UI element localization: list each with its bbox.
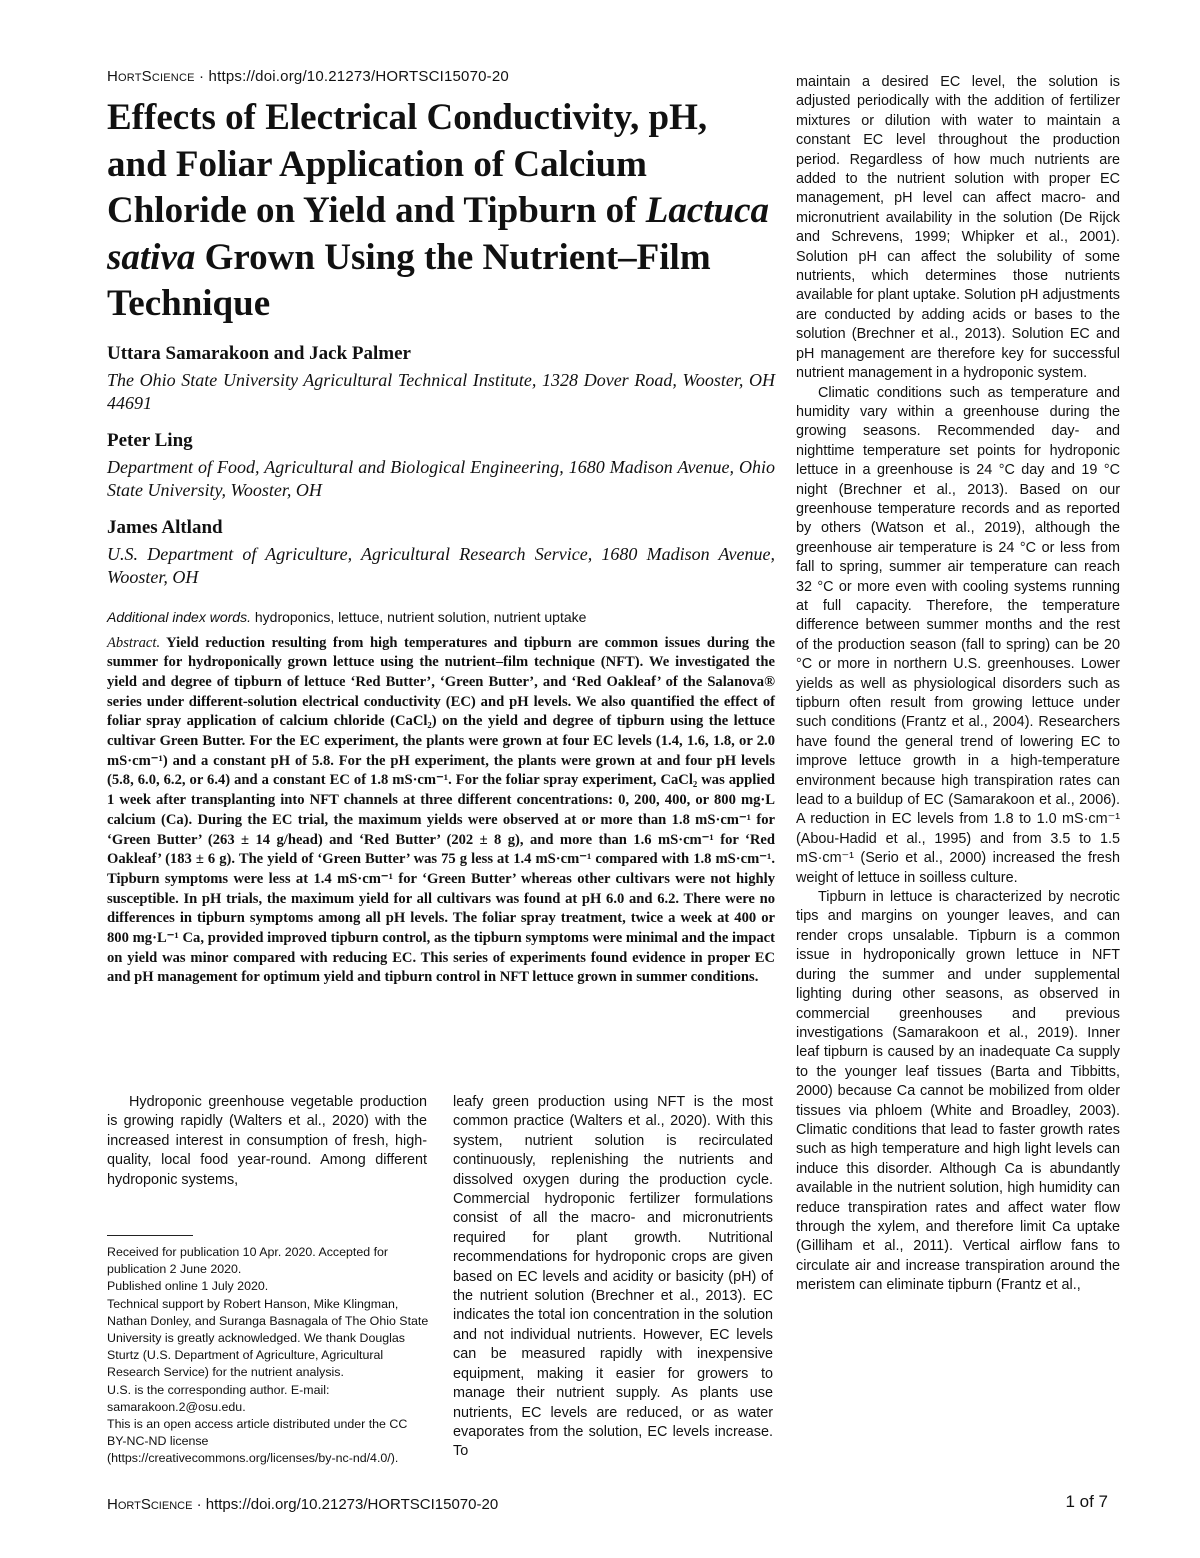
journal-name: HortScience (107, 1496, 193, 1513)
body-paragraph: leafy green production using NFT is the most common practice (Walters et al., 2020). With this system, nutrient solution is recirculated continuously, replenishing the nutrients and dissolved oxygen during the production cycle. Commercial hydroponic fertilizer formulations consist of all the macro- and micronutrients required for plant growth. Nutritional recommendations for hydroponic crops are given based on EC levels and acidity or basicity (pH) of the nutrient solution (Brechner et al., 2013). EC indicates the total ion concentration in the solution and not individual nutrients. However, EC levels can be measured rapidly with inexpensive equipment, making it easier for growers to manage their nutrient supply. As plants use nutrients, EC levels are reduced, or as water evaporates from the solution, EC levels increase. To (453, 1094, 773, 1460)
body-paragraph: Hydroponic greenhouse vegetable production is growing rapidly (Walters et al., 2020) with the increased interest in consumption of fresh, high-quality, local food year-round. Among different hydroponic systems, (107, 1094, 427, 1188)
page-number: 1 of 7 (1065, 1492, 1108, 1511)
author-names: Uttara Samarakoon and Jack Palmer (107, 342, 411, 364)
footnote: Received for publication 10 Apr. 2020. Accepted for publication 2 June 2020. (107, 1245, 389, 1277)
index-words (107, 609, 775, 625)
footer-doi: · https://doi.org/10.21273/HORTSCI15070-20 (192, 1496, 499, 1513)
journal-name: HortScience (107, 68, 195, 85)
author-names: Peter Ling (107, 429, 193, 451)
abstract (107, 634, 775, 989)
footnote: This is an open access article distributed under the CC BY-NC-ND license (https://creativecommons.org/licenses/by-nc-nd/4.0/). (107, 1417, 408, 1466)
index-words-label: Additional index words. (107, 608, 251, 625)
running-footer (107, 1496, 498, 1513)
article-front-matter (107, 95, 775, 988)
abstract-label: Abstract. (107, 634, 161, 651)
abstract-text: Yield reduction resulting from high temperatures and tipburn are common issues during the summer for hydroponically grown lettuce using the nutrient–film technique (NFT). We investigated the yield and degree of tipburn of lettuce ‘Red Butter’, ‘Green Butter’, and ‘Red Oakleaf’ of the Salanova® series under different-solution electrical conductivity (EC) and pH levels. We also quantified the effect of foliar spray application of calcium chloride (CaCl₂) on the yield and degree of tipburn using the lettuce cultivar Green Butter. For the EC experiment, the plants were grown at four EC levels (1.4, 1.6, 1.8, or 2.0 mS·cm⁻¹) and a constant pH of 5.8. For the pH experiment, the plants were grown at and four pH levels (5.8, 6.0, 6.2, or 6.4) and a constant EC of 1.8 mS·cm⁻¹. For the foliar spray experiment, CaCl₂ was applied 1 week after transplanting into NFT channels at three different concentrations: 0, 200, 400, or 800 mg·L calcium (Ca). During the EC trial, the maximum yields were observed at or more than 1.8 mS·cm⁻¹ for ‘Green Butter’ (263 ± 14 g/head) and ‘Red Butter’ (202 ± 8 g), and more than 1.6 mS·cm⁻¹ for ‘Red Oakleaf’ (183 ± 6 g). The yield of ‘Green Butter’ was 75 g less at 1.4 mS·cm⁻¹ compared with 1.8 mS·cm⁻¹. Tipburn symptoms were less at 1.4 mS·cm⁻¹ for ‘Green Butter’ whereas other cultivars were not highly susceptible. In pH trials, the maximum yield for all cultivars was found at pH 6.0 and 6.2. There were no differences in tipburn symptoms among all pH levels. The foliar spray treatment, twice a week at 400 or 800 mg·L⁻¹ Ca, provided improved tipburn control, as the tipburn symptoms were minimal and the impact on yield was minor compared with reducing EC. This series of experiments found evidence in proper EC and pH management for optimum yield and tipburn control in NFT lettuce grown in summer conditions. (107, 634, 775, 986)
body-column-right (796, 73, 1120, 1296)
body-paragraph: Tipburn in lettuce is characterized by necrotic tips and margins on younger leaves, and can render crops unsalable. Tipburn is a common issue in hydroponically grown lettuce in NFT during the summer and under supplemental lighting during other seasons, as observed in commercial greenhouses and previous investigations (Samarakoon et al., 2019). Inner leaf tipburn is caused by an inadequate Ca supply to the younger leaf tissues (Barta and Tibbitts, 2000) because Ca cannot be mobilized from older tissues via phloem (White and Broadley, 2003). Climatic conditions that lead to faster growth rates such as high temperature and high light levels can induce this disorder. Although Ca is abundantly available in the nutrient solution, high humidity can reduce transpiration rates and affect water flow through the xylem, and therefore limit Ca uptake (Gilliham et al., 2011). Vertical airflow fans to circulate air and increase transpiration around the meristem can eliminate tipburn (Frantz et al., (796, 889, 1120, 1294)
author-names: James Altland (107, 516, 223, 538)
body-paragraph: Climatic conditions such as temperature and humidity vary within a greenhouse during the growing seasons. Recommended day- and nighttime temperature set points for hydroponic lettuce in a greenhouse is 24 °C day and 19 °C night (Brechner et al., 2013). Based on our greenhouse temperature records and as reported by others (Watson et al., 2019), although the greenhouse air temperature is 24 °C or less from fall to spring, summer air temperature can reach 32 °C or more even with cooling systems running at full capacity. Therefore, the temperature difference between summer months and the rest of the production season (fall to spring) can be 20 °C or more in northern U.S. greenhouses. Lower yields as well as physiological disorders such as tipburn often result from growing lettuce under such conditions (Frantz et al., 2004). Researchers have found the general trend of lowering EC to improve lettuce growth in a high-temperature environment because high transpiration rates can lead to a buildup of EC (Samarakoon et al., 2006). A reduction in EC levels from 1.8 to 1.0 mS·cm⁻¹ (Abou-Hadid et al., 1995) and from 3.5 to 1.5 mS·cm⁻¹ (Serio et al., 2000) increased the fresh weight of lettuce in soilless culture. (796, 384, 1120, 886)
index-words-text: hydroponics, lettuce, nutrient solution, nutrient uptake (250, 608, 587, 625)
author-affiliation: U.S. Department of Agriculture, Agricultural Research Service, 1680 Madison Avenue, Wooster, OH (107, 543, 775, 587)
author-affiliation: The Ohio State University Agricultural Technical Institute, 1328 Dover Road, Wooster, OH 44691 (107, 369, 775, 413)
header-doi: · https://doi.org/10.21273/HORTSCI15070-20 (194, 68, 509, 85)
footnote: U.S. is the corresponding author. E-mail: samarakoon.2@osu.edu. (107, 1382, 330, 1414)
author-affiliation: Department of Food, Agricultural and Biological Engineering, 1680 Madison Avenue, Ohio State University, Wooster, OH (107, 456, 775, 500)
article-title (107, 95, 775, 328)
body-column-left (107, 1093, 427, 1190)
footnote: Technical support by Robert Hanson, Mike Klingman, Nathan Donley, and Suranga Basnagala of The Ohio State University is greatly acknowledged. We thank Douglas Sturtz (U.S. Department of Agriculture, Agricultural Research Service) for the nutrient analysis. (107, 1296, 429, 1380)
body-paragraph: maintain a desired EC level, the solution is adjusted periodically with the addition of fertilizer mixtures or dilution with water to maintain a constant EC level throughout the production period. Regardless of how much nutrients are added to the nutrient solution with proper EC management, pH level can affect macro- and micronutrient availability in the solution (De Rijck and Schrevens, 1999; Whipker et al., 2001). Solution pH can affect the solubility of some nutrients, which determines those nutrients available for plant uptake. Solution pH adjustments are conducted by adding acids or bases to the solution (Brechner et al., 2013). Solution EC and pH management are therefore key for successful nutrient management in a hydroponic system. (796, 74, 1120, 382)
footnote: Published online 1 July 2020. (107, 1279, 269, 1294)
footnotes (107, 1235, 429, 1468)
body-column-middle (453, 1093, 773, 1462)
title-text: Effects of Electrical Conductivity, pH, and Foliar Application of Calcium Chloride on Yield and Tipburn of (107, 97, 708, 231)
running-header (107, 68, 509, 85)
footnote-rule (107, 1235, 193, 1236)
title-text-end: Grown Using the Nutrient–Film Technique (107, 236, 711, 324)
title-species: Lactuca sativa (107, 190, 770, 278)
